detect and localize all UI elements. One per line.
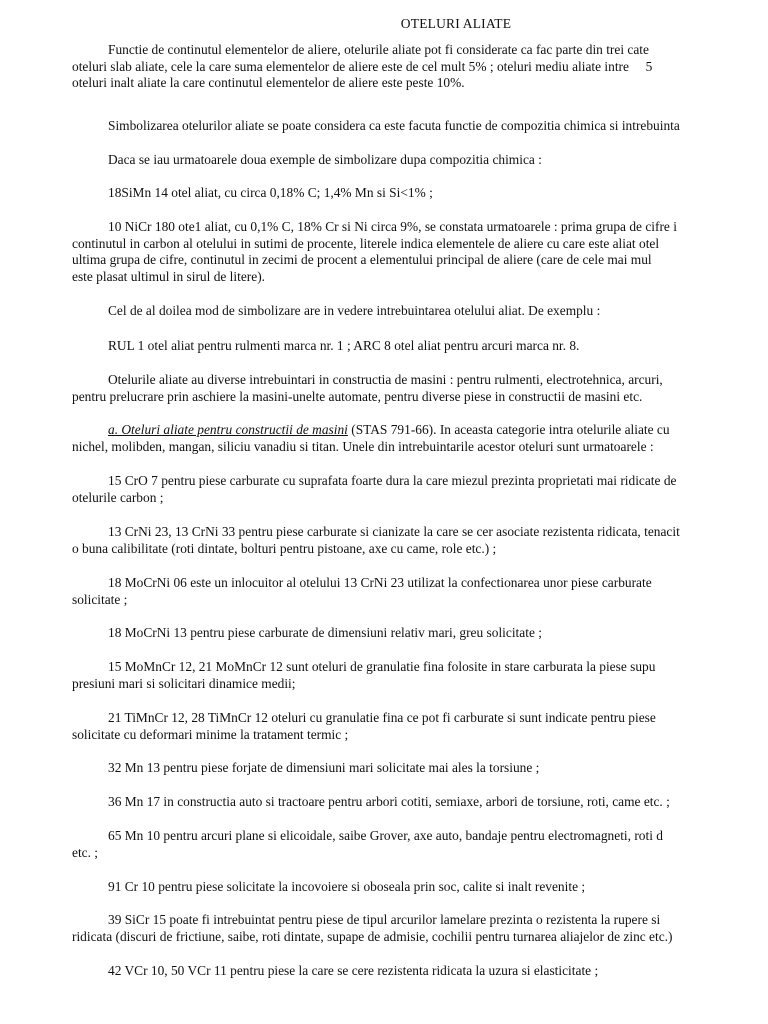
text-line: continutul in carbon al otelului in sutimi de procente, literele indica elementele de aliere cu care este aliat otel	[72, 235, 660, 251]
text-line: 21 TiMnCr 12, 28 TiMnCr 12 oteluri cu granulatie fina ce pot fi carburate si sunt indicate pentru piese	[108, 710, 656, 725]
text-fragment: (STAS 791-66). In aceasta categorie intra otelurile aliate cu	[347, 422, 670, 437]
paragraph	[72, 338, 768, 355]
text-line: 36 Mn 17 in constructia auto si tractoare pentru arbori cotiti, semiaxe, arbori de torsiune, roti, came etc. ;	[108, 794, 670, 809]
paragraph	[72, 152, 768, 169]
paragraph	[72, 303, 768, 320]
text-line: Cel de al doilea mod de simbolizare are in vedere intrebuintarea otelului aliat. De exemplu :	[108, 303, 601, 318]
paragraph	[72, 625, 768, 642]
paragraph	[72, 912, 768, 945]
paragraph	[72, 760, 768, 777]
paragraph	[72, 963, 768, 980]
text-line: Simbolizarea otelurilor aliate se poate considera ca este facuta functie de compozitia chimica si intrebuinta	[108, 118, 680, 133]
paragraph	[72, 794, 768, 811]
paragraph	[72, 524, 768, 557]
paragraph	[72, 575, 768, 608]
text-line: ultima grupa de cifre, continutul in zecimi de procent a elementului principal de aliere (care de cele mai mul	[72, 252, 652, 267]
text-line: 18SiMn 14 otel aliat, cu circa 0,18% C; 1,4% Mn si Si<1% ;	[108, 185, 433, 200]
text-line: RUL 1 otel aliat pentru rulmenti marca nr. 1 ; ARC 8 otel aliat pentru arcuri marca nr. 8.	[108, 338, 580, 353]
text-line: presiuni mari si solicitari dinamice medii;	[72, 675, 296, 691]
text-line: 91 Cr 10 pentru piese solicitate la incovoiere si oboseala prin soc, calite si inalt revenite ;	[108, 879, 586, 894]
text-line: 15 MoMnCr 12, 21 MoMnCr 12 sunt oteluri de granulatie fina folosite in stare carburata la piese supu	[108, 659, 656, 674]
text-line: 65 Mn 10 pentru arcuri plane si elicoidale, saibe Grover, axe auto, bandaje pentru electromagneti, roti d	[108, 828, 663, 843]
paragraph	[72, 473, 768, 506]
text-line: 18 MoCrNi 06 este un inlocuitor al otelului 13 CrNi 23 utilizat la confectionarea unor piese carburate	[108, 575, 652, 590]
paragraph	[72, 185, 768, 202]
paragraph	[72, 659, 768, 692]
text-line: Functie de continutul elementelor de aliere, otelurile aliate pot fi considerate ca fac parte din trei cate	[108, 42, 649, 57]
paragraph	[72, 879, 768, 896]
text-line	[72, 422, 768, 439]
paragraph	[72, 422, 768, 455]
text-line: 13 CrNi 23, 13 CrNi 33 pentru piese carburate si cianizate la care se cer asociate rezistenta ridicata, tenacit	[108, 524, 680, 539]
text-line: ridicata (discuri de frictiune, saibe, roti dintate, supape de admisie, cochilii pentru turnarea aliajelor de zinc etc.)	[72, 928, 673, 944]
text-line: solicitate ;	[72, 591, 128, 607]
text-line: 18 MoCrNi 13 pentru piese carburate de dimensiuni relativ mari, greu solicitate ;	[108, 625, 542, 640]
text-line: solicitate cu deformari minime la tratament termic ;	[72, 726, 349, 742]
text-line: 42 VCr 10, 50 VCr 11 pentru piese la care se cere rezistenta ridicata la uzura si elasticitate ;	[108, 963, 599, 978]
text-line: otelurile carbon ;	[72, 489, 164, 505]
text-line: nichel, molibden, mangan, siliciu vanadiu si titan. Unele din intrebuintarile acestor oteluri sunt urmatoarele :	[72, 438, 654, 454]
text-line: 15 CrO 7 pentru piese carburate cu suprafata foarte dura la care miezul prezinta proprietati mai ridicate de	[108, 473, 677, 488]
text-line: pentru prelucrare prin aschiere la masini-unelte automate, pentru diverse piese in constructii de masini etc.	[72, 388, 643, 404]
text-line: 32 Mn 13 pentru piese forjate de dimensiuni mari solicitate mai ales la torsiune ;	[108, 760, 540, 775]
text-line: este plasat ultimul in sirul de litere).	[72, 268, 266, 284]
paragraph	[72, 372, 768, 405]
paragraph	[72, 118, 768, 135]
text-line: oteluri slab aliate, cele la care suma elementelor de aliere este de cel mult 5% ; oteluri mediu aliate intre 5	[72, 58, 653, 74]
document-title: OTELURI ALIATE	[400, 16, 512, 31]
text-line: Otelurile aliate au diverse intrebuintari in constructia de masini : pentru rulmenti, electrotehnica, arcuri,	[108, 372, 663, 387]
paragraph	[72, 219, 768, 285]
paragraph	[72, 42, 768, 92]
text-line: oteluri inalt aliate la care continutul elementelor de aliere este peste 10%.	[72, 75, 465, 90]
text-line: Daca se iau urmatoarele doua exemple de simbolizare dupa compozitia chimica :	[108, 152, 542, 167]
text-line: o buna calibilitate (roti dintate, bolturi pentru pistoane, axe cu came, role etc.) ;	[72, 540, 497, 556]
text-line: 39 SiCr 15 poate fi intrebuintat pentru piese de tipul arcurilor lamelare prezinta o rezistenta la rupere si	[108, 912, 661, 927]
text-line: 10 NiCr 180 ote1 aliat, cu 0,1% C, 18% Cr si Ni circa 9%, se constata urmatoarele : prima grupa de cifre i	[108, 219, 677, 234]
paragraph	[72, 710, 768, 743]
section-heading-italic: a. Oteluri aliate pentru constructii de masini	[108, 422, 348, 437]
paragraph	[72, 828, 768, 861]
text-line: etc. ;	[72, 844, 99, 860]
